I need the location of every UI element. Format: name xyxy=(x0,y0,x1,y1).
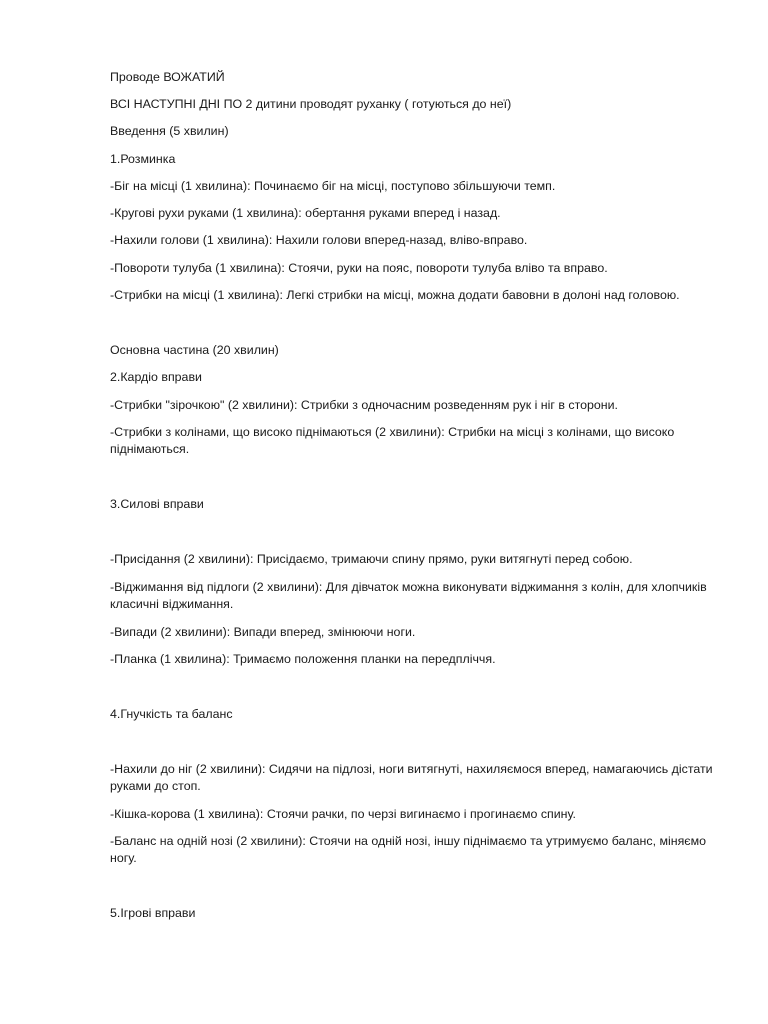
section-flexibility-title: 4.Гнучкість та баланс xyxy=(110,707,233,721)
exercise-item: -Біг на місці (1 хвилина): Починаємо біг на місці, поступово збільшуючи темп. xyxy=(110,179,556,193)
section-main-title: Основна частина (20 хвилин) xyxy=(110,343,279,357)
section-cardio-title: 2.Кардіо вправи xyxy=(110,370,202,384)
exercise-item: -Баланс на одній нозі (2 хвилини): Стоячи на одній нозі, іншу піднімаємо та утримуємо баланс, міняємо ногу. xyxy=(110,834,707,865)
exercise-item: -Нахили до ніг (2 хвилини): Сидячи на підлозі, ноги витягнуті, нахиляємося вперед, намагаючись дістати руками до стоп. xyxy=(110,762,713,793)
exercise-item: -Стрибки з колінами, що високо піднімаються (2 хвилини): Стрибки на місці з колінами, що високо піднімаються. xyxy=(110,425,675,456)
exercise-item: -Повороти тулуба (1 хвилина): Стоячи, руки на пояс, повороти тулуба вліво та вправо. xyxy=(110,261,608,275)
exercise-item: -Кругові рухи руками (1 хвилина): обертання руками вперед і назад. xyxy=(110,206,501,220)
exercise-item: -Випади (2 хвилини): Випади вперед, змінюючи ноги. xyxy=(110,625,416,639)
exercise-item: -Нахили голови (1 хвилина): Нахили голови вперед-назад, вліво-вправо. xyxy=(110,233,528,247)
exercise-item: -Присідання (2 хвилини): Присідаємо, тримаючи спину прямо, руки витягнуті перед собою. xyxy=(110,552,633,566)
document-note: ВСІ НАСТУПНІ ДНІ ПО 2 дитини проводят руханку ( готуються до неї) xyxy=(110,97,512,111)
section-intro-title: Введення (5 хвилин) xyxy=(110,124,229,138)
exercise-item: -Кішка-корова (1 хвилина): Стоячи рачки, по черзі вигинаємо і прогинаємо спину. xyxy=(110,807,576,821)
exercise-item: -Стрибки на місці (1 хвилина): Легкі стрибки на місці, можна додати бавовни в долоні над головою. xyxy=(110,288,680,302)
document-heading-leader: Проводе ВОЖАТИЙ xyxy=(110,70,225,84)
section-games-title: 5.Ігрові вправи xyxy=(110,906,196,920)
exercise-item: -Віджимання від підлоги (2 хвилини): Для дівчаток можна виконувати віджимання з колін, для хлопчиків класичні віджимання. xyxy=(110,580,707,611)
exercise-item: -Планка (1 хвилина): Тримаємо положення планки на передпліччя. xyxy=(110,652,496,666)
exercise-item: -Стрибки "зірочкою" (2 хвилини): Стрибки з одночасним розведенням рук і ніг в сторони. xyxy=(110,398,618,412)
section-warmup-title: 1.Розминка xyxy=(110,152,176,166)
section-strength-title: 3.Силові вправи xyxy=(110,497,204,511)
